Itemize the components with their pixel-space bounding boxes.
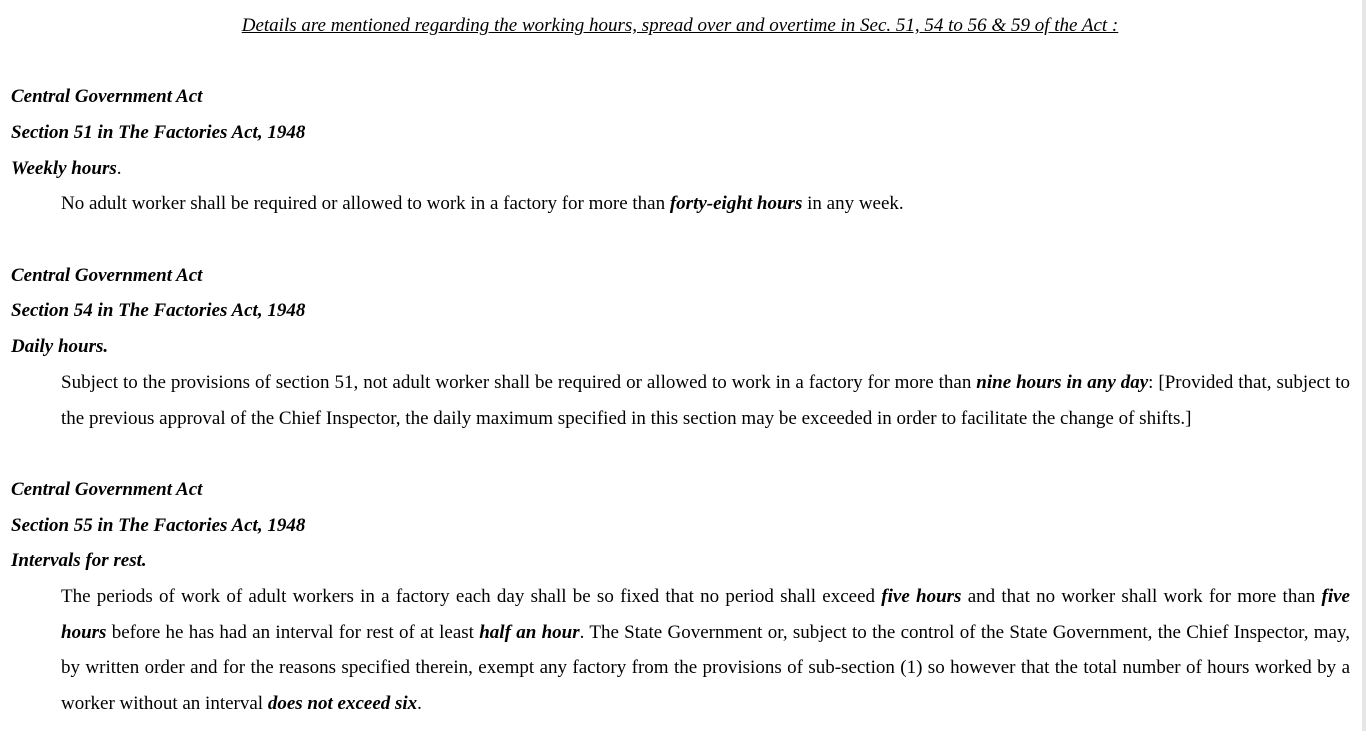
section-title-text: Intervals for rest. — [11, 550, 147, 571]
body-text: before he has had an interval for rest of at least — [106, 621, 480, 643]
body-text: Subject to the provisions of section 51, not adult worker shall be required or allowed to work in a factory for more than — [61, 372, 977, 393]
body-text: . — [417, 692, 422, 714]
body-text: : [Provided that, subject to the previous approval of the Chief Inspector, the daily maximum specified in this section may be exceeded in order to facilitate the change of shifts.] — [61, 372, 1350, 429]
emphasis-text: five hours — [881, 586, 962, 607]
body-text: . The State Government or, subject to the control of the State Government, the Chief Inspector, may, by written order and for the reasons specified therein, exempt any factory from the provisions of sub-section (1) so however that the total number of hours worked by a worker without an interval — [61, 621, 1350, 714]
act-label: Central Government Act — [11, 86, 203, 107]
emphasis-text: does not exceed six — [267, 692, 418, 714]
section-label: Section 55 in The Factories Act, 1948 — [11, 515, 306, 536]
section-body — [61, 365, 1350, 436]
emphasis-text: nine hours in any day — [976, 372, 1149, 393]
emphasis-text: half an hour — [479, 621, 580, 643]
section-body — [61, 186, 1350, 222]
emphasis-text: five hours — [61, 586, 1350, 643]
section-title — [11, 157, 121, 181]
section-label: Section 51 in The Factories Act, 1948 — [11, 122, 306, 143]
act-label: Central Government Act — [11, 479, 203, 500]
section-title-suffix: . — [116, 158, 122, 179]
body-text: The periods of work of adult workers in a factory each day shall be so fixed that no period shall exceed — [61, 586, 882, 607]
section-title-text: Weekly hours — [11, 158, 117, 179]
body-text: No adult worker shall be required or allowed to work in a factory for more than — [61, 193, 670, 214]
act-label: Central Government Act — [11, 265, 203, 286]
window-edge — [1362, 0, 1366, 731]
section-body — [61, 579, 1350, 721]
document-heading: Details are mentioned regarding the working hours, spread over and overtime in Sec. 51, 54 to 56 & 59 of the Act : — [241, 15, 1119, 36]
section-label: Section 54 in The Factories Act, 1948 — [11, 300, 306, 321]
section-title-text: Daily hours. — [11, 336, 109, 357]
section-title — [11, 549, 147, 573]
section-title — [11, 335, 108, 359]
body-text: and that no worker shall work for more than — [961, 586, 1322, 607]
emphasis-text: forty-eight hours — [669, 193, 803, 214]
body-text: in any week. — [802, 193, 904, 214]
